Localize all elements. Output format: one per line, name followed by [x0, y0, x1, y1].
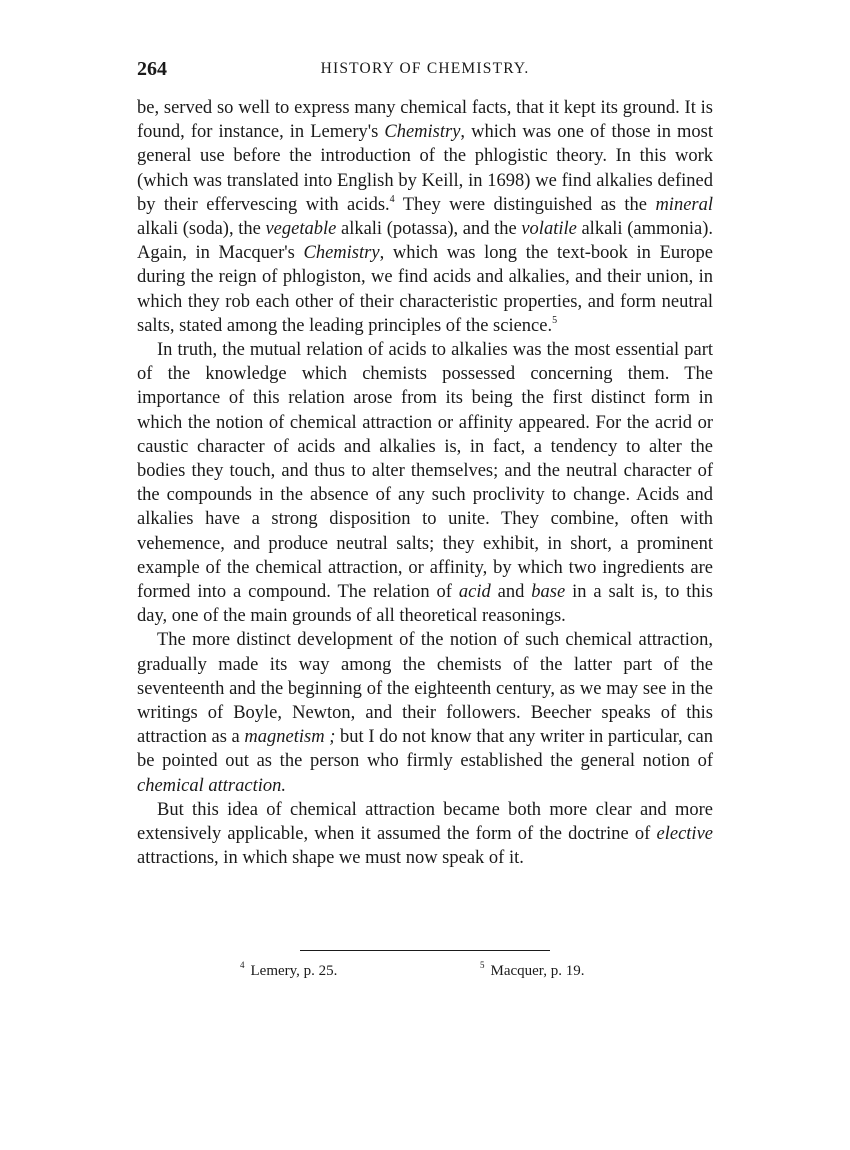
italic-text: Chemistry [303, 243, 380, 264]
italic-text: elective [656, 824, 713, 845]
paragraph [137, 338, 713, 628]
footnote-reference: 5 [552, 314, 558, 326]
paragraph [137, 628, 713, 797]
page-header [137, 58, 713, 88]
footnote-text: Lemery, p. 25. [250, 963, 338, 979]
footnote-marker: 5 [480, 960, 485, 970]
text-run: The more distinct development of the notion of such chemical attraction, gradually made its way among the chemists of the latter part of the seventeenth and the beginning of the eighteenth century, as we may see in the writings of Boyle, Newton, and their followers. Beecher speaks of this attraction as a [137, 630, 713, 748]
text-run: attractions, in which shape we must now speak of it. [137, 848, 524, 869]
footnote [240, 960, 338, 980]
paragraph [137, 96, 713, 338]
footnote [480, 960, 585, 980]
text-run: In truth, the mutual relation of acids to alkalies was the most essential part of the knowledge which chemists possessed concerning them. The importance of this relation arose from its being the first distinct form in which the notion of chemical attraction or affinity appeared. For the acrid or caustic character of acids and alkalies is, in fact, a tendency to alter the bodies they touch, and thus to alter themselves; and the neutral character of the compounds in the absence of any such proclivity to change. Acids and alkalies have a strong disposition to unite. They combine, often with vehemence, and produce neutral salts; they exhibit, in short, a prominent example of the chemical attraction, or affinity, by which two ingredients are formed into a compound. The relation of [137, 340, 713, 603]
italic-text: Chemistry [384, 122, 461, 143]
text-run: , which was one of those in most general use before the introduction of the phlogistic theory. In this work (which was translated into English by Keill, in 1698) we find alkalies defined by their effervescing with acids. [137, 122, 713, 215]
body-text [137, 96, 713, 871]
paragraph [137, 798, 713, 871]
text-run: But this idea of chemical attraction became both more clear and more extensively applicable, when it assumed the form of the doctrine of [137, 799, 713, 845]
italic-text: vegetable [265, 219, 337, 240]
text-run: but I do not know that any writer in particular, can be pointed out as the person who firmly established the general notion of [137, 727, 713, 772]
footnote-marker: 4 [240, 960, 245, 970]
text-run: in a salt is, to this day, one of the main grounds of all theoretical reasonings. [137, 582, 714, 627]
footnote-rule [300, 950, 550, 951]
running-head: HISTORY OF CHEMISTRY. [320, 60, 530, 77]
text-run: alkali (ammonia). Again, in Macquer's [137, 219, 713, 264]
italic-text: chemical attraction. [137, 775, 286, 796]
text-run: alkali (soda), the [137, 219, 266, 240]
italic-text: magnetism ; [244, 727, 336, 748]
footnote-reference: 4 [389, 193, 395, 205]
italic-text: acid [458, 582, 491, 603]
text-run: They were distinguished as the [394, 194, 656, 215]
footnote-text: Macquer, p. 19. [490, 963, 585, 979]
italic-text: volatile [521, 219, 577, 240]
italic-text: base [531, 582, 566, 603]
text-run: , which was long the text-book in Europe during the reign of phlogiston, we find acids and alkalies, and their union, in which they rob each other of their characteristic properties, and form neutral salts, stated among the leading principles of the science. [137, 243, 714, 336]
text-run: be, served so well to express many chemical facts, that it kept its ground. It is found, for instance, in Lemery's [137, 98, 713, 143]
text-run: alkali (potassa), and the [336, 219, 522, 240]
italic-text: mineral [655, 194, 713, 215]
page-number: 264 [137, 58, 167, 80]
text-run: and [490, 582, 532, 603]
